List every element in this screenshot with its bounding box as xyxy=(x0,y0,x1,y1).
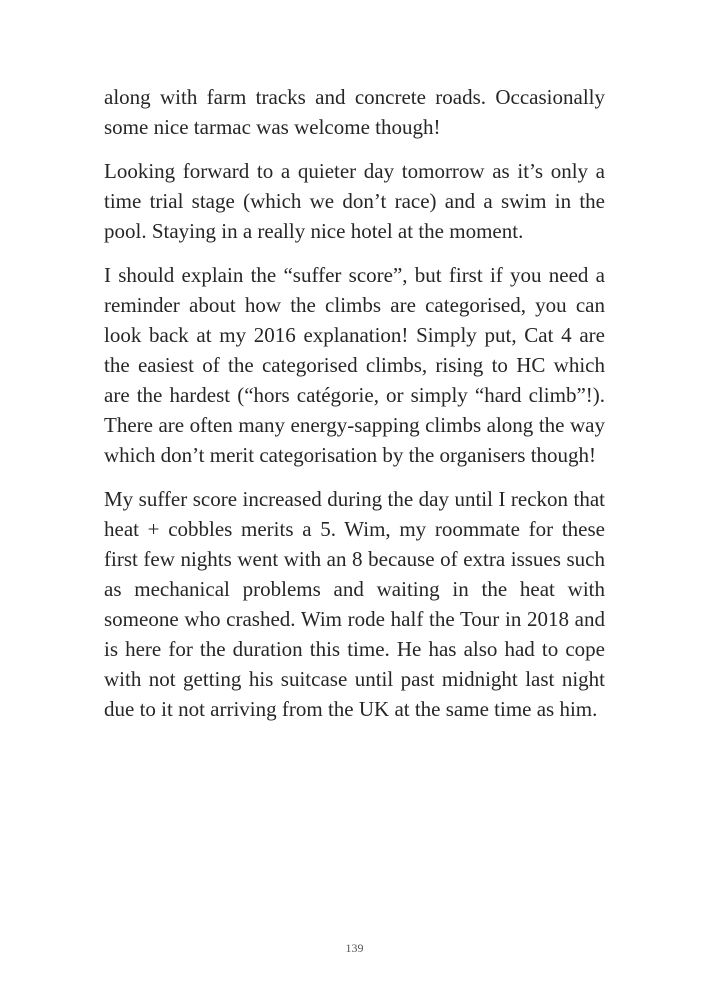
paragraph-suffer-score: I should explain the “suffer score”, but first if you need a reminder about how the climbs are categorised, you can look back at my 2016 explanation! Simply put, Cat 4 are the easiest of the categorised climbs, rising to HC which are the hardest (“hors catégorie, or simply “hard climb”!). There are often many energy-sapping climbs along the way which don’t merit categorisation by the organisers though! xyxy=(104,263,605,467)
paragraph-roommate: My suffer score increased during the day until I reckon that heat + cobbles merits a 5. Wim, my roommate for these first few nights went with an 8 because of extra issues such as mechanical problems and waiting in the heat with someone who crashed. Wim rode half the Tour in 2018 and is here for the duration this time. He has also had to cope with not getting his suitcase until past midnight last night due to it not arriving from the UK at the same time as him. xyxy=(104,487,605,721)
page-number: 139 xyxy=(345,941,364,955)
paragraph-time-trial: Looking forward to a quieter day tomorrow as it’s only a time trial stage (which we don’t race) and a swim in the pool. Staying in a really nice hotel at the moment. xyxy=(104,159,605,243)
paragraph-farm-tracks: along with farm tracks and concrete roads. Occasionally some nice tarmac was welcome though! xyxy=(104,85,605,139)
body-text xyxy=(104,82,605,738)
